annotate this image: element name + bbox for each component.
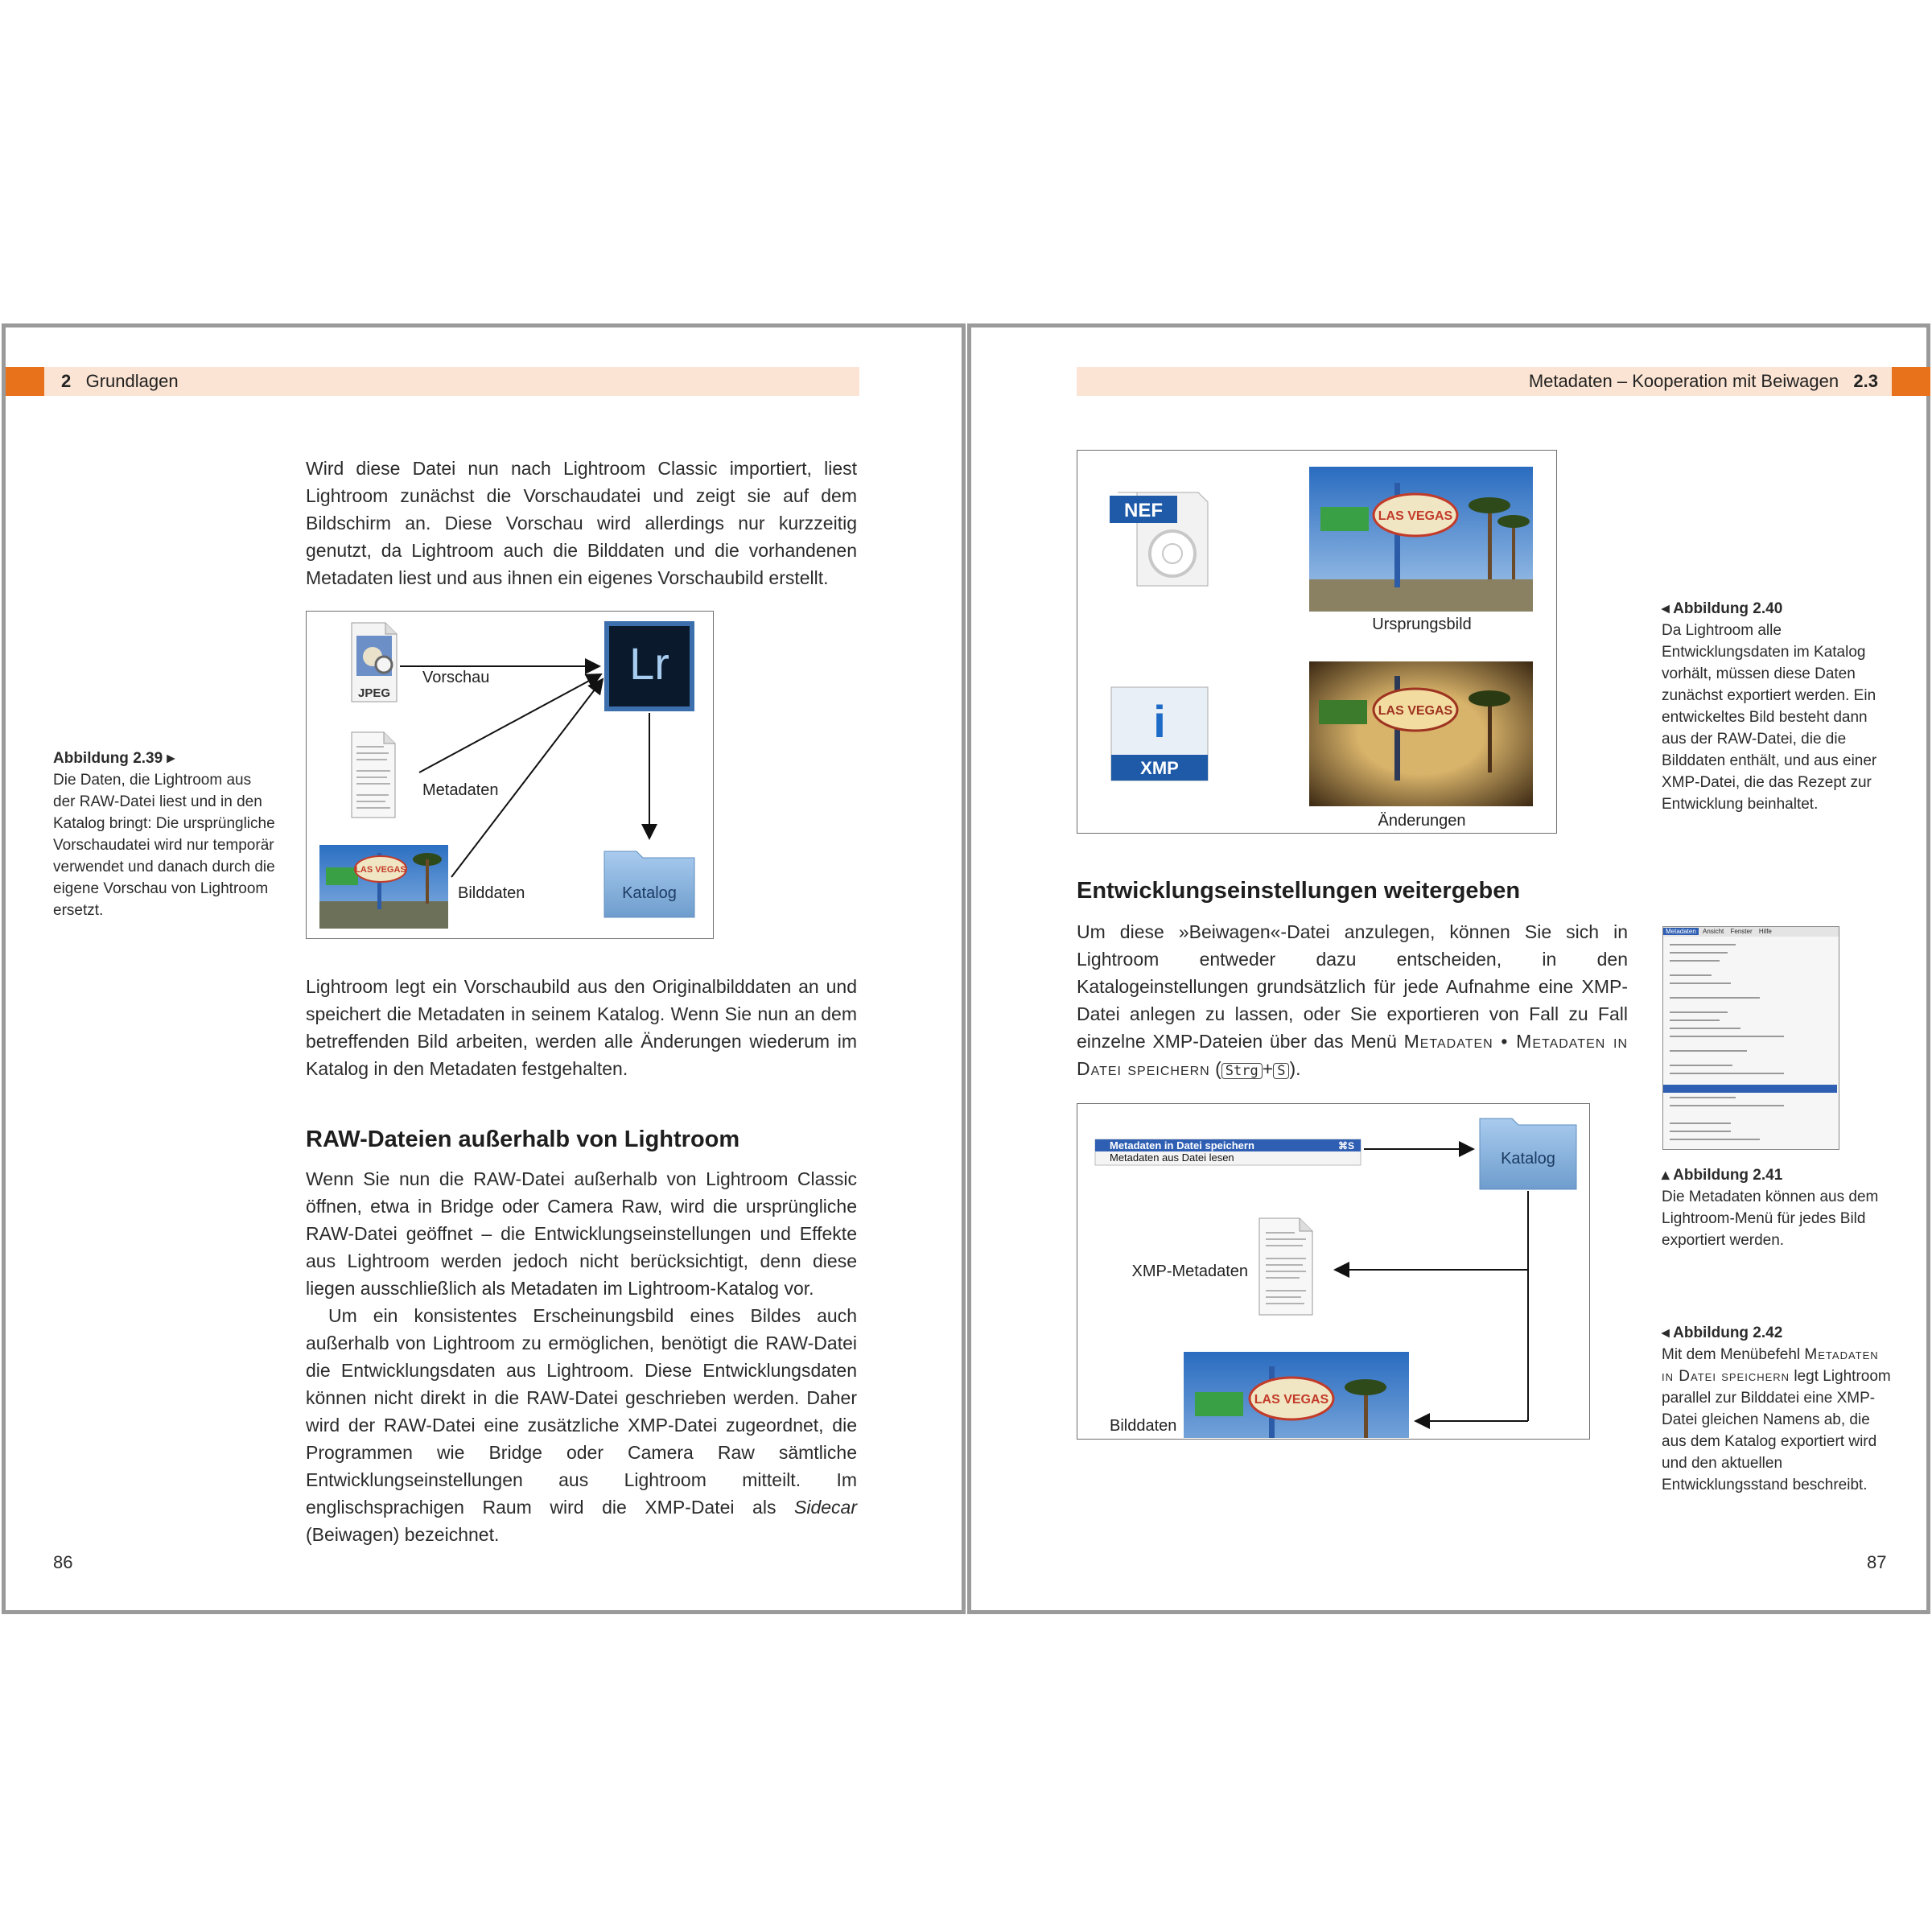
text-run: (Beiwagen) bezeichnet. <box>306 1524 500 1545</box>
text-run: legt Lightroom parallel zur Bilddatei eine XMP-Datei gleichen Namens ab, die aus dem Katalog exportiert wird und den aktuellen Entwicklungsstand beschreibt. <box>1662 1368 1891 1493</box>
arrow-bilddaten <box>451 679 603 877</box>
nef-file-icon <box>1110 492 1208 586</box>
label-aenderungen: Änderungen <box>1378 812 1466 830</box>
figure-2-41-menu-screenshot <box>1662 926 1839 1150</box>
original-photo <box>1309 467 1533 612</box>
caption-title: ◂ Abbildung 2.40 <box>1662 600 1783 617</box>
key-plus: + <box>1262 1058 1274 1079</box>
info-glyph: i <box>1153 696 1166 747</box>
las-vegas-photo <box>1184 1352 1409 1438</box>
right-paragraph-1 <box>1077 918 1628 1082</box>
section-title: Metadaten – Kooperation mit Beiwagen <box>1528 371 1839 391</box>
figure-2-39 <box>306 611 714 939</box>
text-run: Um diese »Beiwagen«-Datei anzulegen, können Sie sich in Lightroom entweder dazu entscheiden, in den Katalogeinstellungen grundsätzlich für jede Aufnahme eine XMP-Datei anlegen zu lassen, oder Sie exportieren von Fall zu Fall einzelne XMP-Dateien über das Menü <box>1077 921 1628 1052</box>
menu-hilfe[interactable]: Hilfe <box>1758 928 1772 935</box>
catalog-folder-icon <box>604 851 694 917</box>
lr-label: Lr <box>629 638 669 689</box>
xmp-file-icon <box>1111 687 1208 781</box>
chapter-header <box>61 367 179 396</box>
catalog-label: Katalog <box>1501 1150 1555 1168</box>
caption-text <box>1662 1344 1895 1496</box>
chapter-title: Grundlagen <box>85 371 179 391</box>
sign-text: LAS VEGAS <box>1378 704 1453 718</box>
menu-item-save[interactable]: Metadaten in Datei speichern <box>1110 1139 1254 1151</box>
caption-text: Die Metadaten können aus dem Lightroom-Menü für jedes Bild exportiert werden. <box>1662 1188 1879 1249</box>
menu-ansicht[interactable]: Ansicht <box>1703 928 1724 935</box>
menu-metadaten[interactable]: Metadaten <box>1663 928 1699 935</box>
page-number-right: 87 <box>1867 1552 1887 1572</box>
menu-items-graphic <box>1663 937 1837 1147</box>
chapter-number: 2 <box>61 371 72 391</box>
page-number-left: 86 <box>53 1552 73 1572</box>
left-paragraph-3 <box>306 1165 857 1548</box>
left-page <box>2 323 966 1614</box>
caption-2-42 <box>1662 1322 1895 1496</box>
caption-2-40 <box>1662 598 1895 815</box>
text-run: Um ein konsistentes Erscheinungsbild eines Bildes auch außerhalb von Lightroom zu ermöglichen, benötigt die RAW-Datei die Entwicklungsdaten aus Lightroom. Diese Entwicklungsdaten können nicht direkt in die RAW-Datei geschrieben werden. Daher wird der RAW-Datei eine zusätzliche XMP-Datei zugeordnet, die Programmen wie Bridge oder Camera Raw sämtliche Entwicklungseinstellungen aus Lightroom mitteilt. Im englischsprachigen Raum wird die XMP-Datei als <box>306 1305 857 1518</box>
label-xmp-metadaten: XMP-Metadaten <box>1131 1263 1248 1280</box>
label-bilddaten: Bilddaten <box>458 884 525 902</box>
paragraph-text: Wird diese Datei nun nach Lightroom Classic importiert, liest Lightroom zunächst die Vorschaudatei und zeigt sie auf dem Bildschirm an. Diese Vorschau wird allerdings nur kurzzeitig genutzt, da Lightroom auch die Bilddaten und die vorhandenen Metadaten liest und aus ihnen ein eigenes Vorschaubild erstellt. <box>306 458 857 588</box>
menu-fenster[interactable]: Fenster <box>1730 928 1753 935</box>
label-bilddaten: Bilddaten <box>1110 1417 1177 1435</box>
section-tab-marker <box>1892 367 1930 396</box>
paragraph-text: Lightroom legt ein Vorschaubild aus den Originalbilddaten an und speichert die Metadaten in seinem Katalog. Wenn Sie nun an dem betreffenden Bild arbeiten, werden alle Änderungen wiederum im Katalog in den Metadaten festgehalten. <box>306 976 857 1079</box>
modified-photo <box>1309 661 1533 806</box>
key-s: S <box>1273 1063 1289 1079</box>
caption-text: Die Daten, die Lightroom aus der RAW-Datei liest und in den Katalog bringt: Die ursprüngliche Vorschaudatei wird nur temporär verwendet und danach durch die eigene Vorschau von Lightroom ersetzt. <box>53 772 275 919</box>
figure-2-42-diagram <box>1077 1104 1588 1438</box>
section-number: 2.3 <box>1853 371 1878 391</box>
caption-menu-path: Metadaten in Datei speichern <box>1662 1346 1879 1385</box>
caption-title: ▴ Abbildung 2.41 <box>1662 1167 1783 1184</box>
label-ursprungsbild: Ursprungsbild <box>1372 616 1472 633</box>
menu-path: Metadaten • Metadaten in Datei speichern <box>1077 1031 1628 1079</box>
caption-2-39 <box>53 748 276 921</box>
figure-2-42 <box>1077 1103 1590 1440</box>
lightroom-icon <box>604 621 694 711</box>
section-header <box>1529 367 1878 396</box>
caption-2-41 <box>1662 1164 1895 1251</box>
menu-item-shortcut: ⌘S <box>1337 1140 1354 1151</box>
menu-item-read[interactable]: Metadaten aus Datei lesen <box>1110 1151 1234 1164</box>
section-heading-raw: RAW-Dateien außerhalb von Lightroom <box>306 1127 740 1152</box>
figure-2-39-diagram <box>307 612 712 937</box>
caption-title: Abbildung 2.39 ▸ <box>53 750 175 767</box>
jpeg-label: JPEG <box>357 686 391 700</box>
figure-2-40 <box>1077 450 1557 834</box>
menu-bar <box>1663 927 1839 937</box>
las-vegas-photo <box>319 845 448 929</box>
chapter-tab-marker <box>6 367 44 396</box>
paragraph-text: Wenn Sie nun die RAW-Datei außerhalb von Lightroom Classic öffnen, etwa in Bridge oder Camera Raw, wird die ursprüngliche RAW-Datei geöffnet – die Entwicklungseinstellungen und Effekte aus Lightroom werden jedoch nicht berücksichtigt, denn diese liegen ausschließlich als Metadaten im Lightroom-Katalog vor. <box>306 1168 857 1299</box>
jpeg-file-icon <box>352 623 397 702</box>
catalog-label: Katalog <box>622 884 677 902</box>
arrow-metadaten <box>419 674 601 772</box>
metadata-document-icon <box>352 732 395 818</box>
paragraph-text: Um diese »Beiwagen«-Datei anzulegen, können Sie sich in Lightroom entweder dazu entscheiden, in den Katalogeinstellungen grundsätzlich für jede Aufnahme eine XMP-Datei anlegen zu lassen, oder Sie exportieren von Fall zu Fall einzelne XMP-Dateien über das Menü Metadaten • Metadaten in Datei speichern ( Strg + S ). <box>1077 921 1628 1079</box>
catalog-folder-icon <box>1480 1118 1576 1189</box>
text-run: Mit dem Menübefehl <box>1662 1346 1805 1363</box>
label-vorschau: Vorschau <box>422 669 490 686</box>
paragraph-text-indented <box>306 1302 857 1548</box>
right-page <box>967 323 1930 1614</box>
italic-term: Sidecar <box>794 1497 857 1518</box>
caption-title: ◂ Abbildung 2.42 <box>1662 1324 1783 1341</box>
sign-text: LAS VEGAS <box>1378 509 1453 523</box>
caption-text: Da Lightroom alle Entwicklungsdaten im Katalog vorhält, müssen diese Daten zunächst exportiert werden. Ein entwickeltes Bild besteht dann aus der RAW-Datei, die die Bilddaten enthält, und aus einer XMP-Datei, die das Rezept zur Entwicklung beinhaltet. <box>1662 622 1877 813</box>
key-strg: Strg <box>1221 1063 1263 1079</box>
selected-menu-row <box>1663 1085 1837 1093</box>
nef-label: NEF <box>1124 500 1163 521</box>
xmp-document-icon <box>1259 1218 1312 1315</box>
section-heading-entwicklung: Entwicklungseinstellungen weitergeben <box>1077 878 1521 904</box>
label-metadaten: Metadaten <box>422 781 499 799</box>
xmp-label: XMP <box>1140 758 1179 778</box>
sign-text: LAS VEGAS <box>355 865 406 875</box>
left-paragraph-1 <box>306 455 857 591</box>
figure-2-40-diagram <box>1077 451 1555 832</box>
sign-text: LAS VEGAS <box>1254 1393 1329 1407</box>
left-paragraph-2 <box>306 973 857 1082</box>
